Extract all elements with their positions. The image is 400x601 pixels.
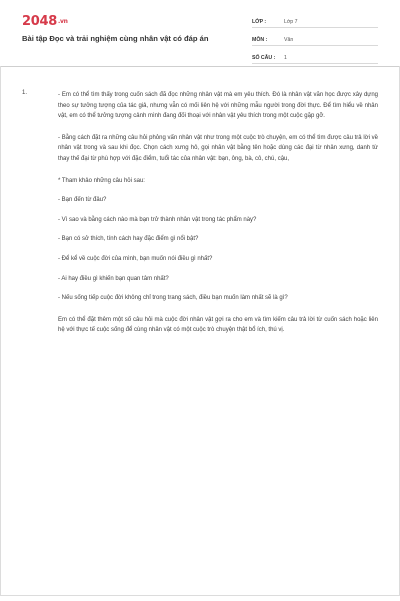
paragraph: - Ai hay điều gì khiến bạn quan tâm nhất? bbox=[58, 275, 169, 282]
meta-key: LỚP : bbox=[252, 19, 267, 25]
paragraph: * Tham khảo những câu hỏi sau: bbox=[58, 177, 145, 184]
meta-row-subject bbox=[252, 30, 378, 46]
worksheet-header bbox=[0, 0, 400, 67]
paragraph: - Bạn có sở thích, tính cách hay đặc điểm gì nổi bật? bbox=[58, 236, 199, 243]
paragraph: - Bằng cách đặt ra những câu hỏi phỏng vấn nhân vật như trong một cuộc trò chuyện, em có thể tìm được câu trả lời về nhân vật trong và sau khi đọc. Chọn cách xưng hô, gọi nhân vật bằng tên hoặc dùng các đại từ nhân xưng, danh từ thay thế đại từ phù hợp với đặc điểm, tuổi tác của nhân vật: bạn, ông, bà, cô, chú, cậu, bbox=[58, 134, 378, 162]
paragraph: - Nếu sống tiếp cuộc đời không chỉ trong trang sách, điều bạn muốn làm nhất sẽ là gì? bbox=[58, 295, 288, 302]
paragraph: Em có thể đặt thêm một số câu hỏi mà cuộc đời nhân vật gợi ra cho em và tìm kiếm câu trả lời từ cuốn sách hoặc liên hệ với thực tế cuộc sống để cùng nhân vật có một cuộc trò chuyện thật bổ ích, thú vị. bbox=[58, 316, 378, 334]
paragraph: - Em có thể tìm thấy trong cuốn sách đã đọc những nhân vật mà em yêu thích. Đó là nhân vật văn học được xây dựng theo sự tưởng tượng của tác giả, nhưng vẫn có mối liên hệ với những mẫu người trong đời thực. Để tìm hiểu về nhân vật, em có thể tưởng tượng cảnh mình đang đối thoại với nhân vật yêu thích trong một cuộc gặp gỡ. bbox=[58, 92, 378, 120]
meta-row-class bbox=[252, 12, 378, 28]
meta-key: MÔN : bbox=[252, 37, 268, 43]
document-title: Bài tập Đọc và trải nghiệm cùng nhân vật có đáp án bbox=[22, 34, 209, 43]
page-border-left bbox=[0, 66, 1, 596]
logo-suffix: .vn bbox=[57, 18, 68, 25]
paragraph: - Bạn đến từ đâu? bbox=[58, 197, 107, 204]
meta-table bbox=[252, 12, 378, 66]
meta-row-count bbox=[252, 48, 378, 64]
paragraph: - Vì sao và bằng cách nào mà bạn trở thành nhân vật trong tác phẩm này? bbox=[58, 216, 257, 223]
meta-value: Lớp 7 bbox=[284, 19, 298, 25]
logo-text: 2048 bbox=[22, 14, 57, 29]
question-body bbox=[58, 90, 378, 345]
meta-value: Văn bbox=[284, 37, 294, 43]
question-number: 1. bbox=[22, 90, 28, 96]
meta-key: SỐ CÂU : bbox=[252, 55, 276, 61]
site-logo[interactable] bbox=[22, 14, 68, 29]
page-bottom-border bbox=[0, 595, 400, 601]
paragraph: - Để kể về cuộc đời của mình, bạn muốn nói điều gì nhất? bbox=[58, 255, 213, 262]
meta-value: 1 bbox=[284, 55, 287, 61]
